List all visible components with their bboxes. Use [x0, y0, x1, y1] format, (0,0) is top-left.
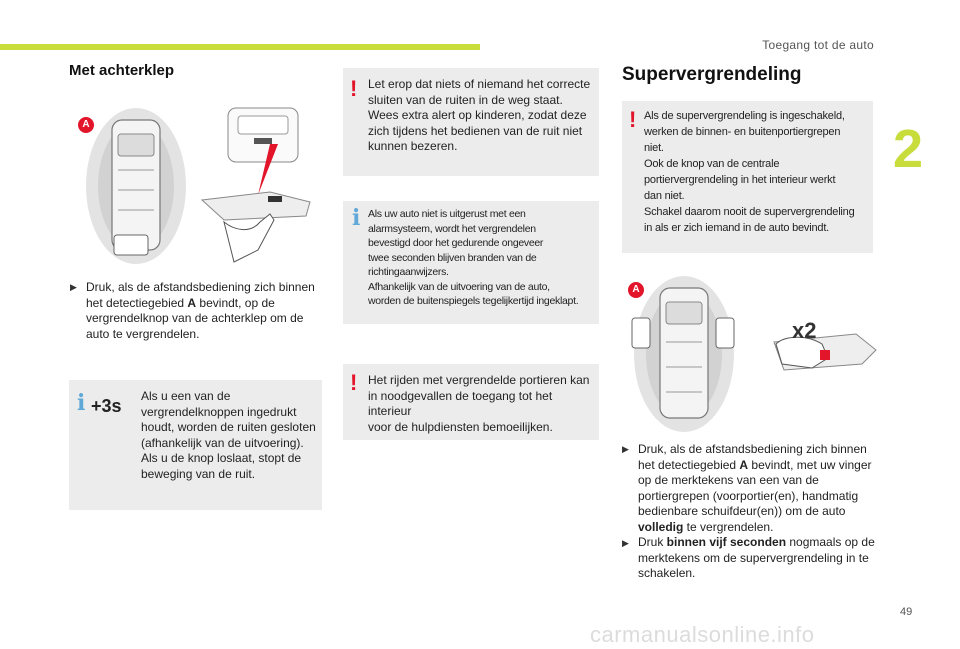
page-number: 49 [900, 606, 913, 618]
warning-text: Let erop dat niets of niemand het correcte sluiten van de ruiten in de weg staat. Wees extra alert op kinderen, zodat deze zich tijdens het bedienen van de ruit niet kunnen bezeren. [368, 77, 591, 153]
bullet-arrow-icon: ▶ [622, 444, 629, 454]
deadlock-step-2: Druk binnen vijf seconden nogmaals op de merktekens om de supervergrendeling in te schakelen. [638, 535, 875, 580]
section-heading-supervergrendeling: Supervergrendeling [622, 64, 802, 85]
info-box-alarm [343, 201, 599, 324]
press-twice-label: x2 [792, 318, 817, 343]
info-box-text: Als u een van de vergrendelknoppen ingedrukt houdt, worden de ruiten gesloten (afhankelijk van de uitvoering). Als u de knop loslaat, stopt de beweging van de ruit. [141, 389, 316, 481]
warning-box-deadlock [622, 101, 873, 253]
warning-icon: ! [350, 76, 358, 101]
watermark: carmanualsonline.info [590, 622, 815, 647]
info-box-window-close [69, 380, 322, 510]
section-heading-achterklep: Met achterklep [69, 62, 175, 79]
bullet-arrow-icon: ▶ [622, 538, 629, 548]
chapter-number: 2 [893, 119, 924, 179]
deadlock-step-1: Druk, als de afstandsbediening zich binnen het detectiegebied A bevindt, met uw vinger op de merktekens van een van de portiergrepen (voorportier(en), handmatig bedienbare schuifdeur(en)) om de auto volledig te vergrendelen. [638, 442, 872, 534]
warning-icon: ! [629, 107, 637, 132]
header-accent-bar [0, 44, 480, 50]
tailgate-lock-illustration [74, 100, 324, 270]
running-header: Toegang tot de auto [762, 38, 874, 52]
warning-text: Als de supervergrendeling is ingeschakeld, werken de binnen- en buitenportiergrepen niet. Ook de knop van de centrale portiervergrendeling in het interieur werkt dan niet. Schakel daarom nooit de supervergrendeling in als er zich iemand in de auto bevindt. [644, 110, 855, 234]
info-icon: i [77, 390, 86, 416]
deadlock-illustration [626, 272, 881, 432]
deadlock-instructions [622, 442, 878, 582]
bullet-arrow-icon: ▶ [70, 282, 77, 292]
warning-box-emergency [343, 364, 599, 440]
warning-box-window-safety [343, 68, 599, 176]
detection-zone-badge: A [628, 282, 644, 298]
detection-zone-badge: A [78, 117, 94, 133]
warning-icon: ! [350, 370, 358, 395]
info-text: Als uw auto niet is uitgerust met een alarmsysteem, wordt het vergrendelen bevestigd door het gedurende ongeveer twee seconden blijven branden van de richtingaanwijzers. Afhankelijk van de uitvoering van de auto, worden de buitenspiegels tegelijkertijd ingeklapt. [368, 208, 579, 307]
hold-3s-badge: +3s [91, 396, 122, 416]
info-icon: i [352, 205, 361, 231]
tailgate-lock-instruction: ▶ Druk, als de afstandsbediening zich binnen het detectiegebied A bevindt, op de vergrendelknop van de achterklep om de auto te vergrendelen. [70, 280, 315, 341]
warning-text: Het rijden met vergrendelde portieren kan in noodgevallen de toegang tot het interieur voor de hulpdiensten bemoeilijken. [368, 373, 590, 434]
